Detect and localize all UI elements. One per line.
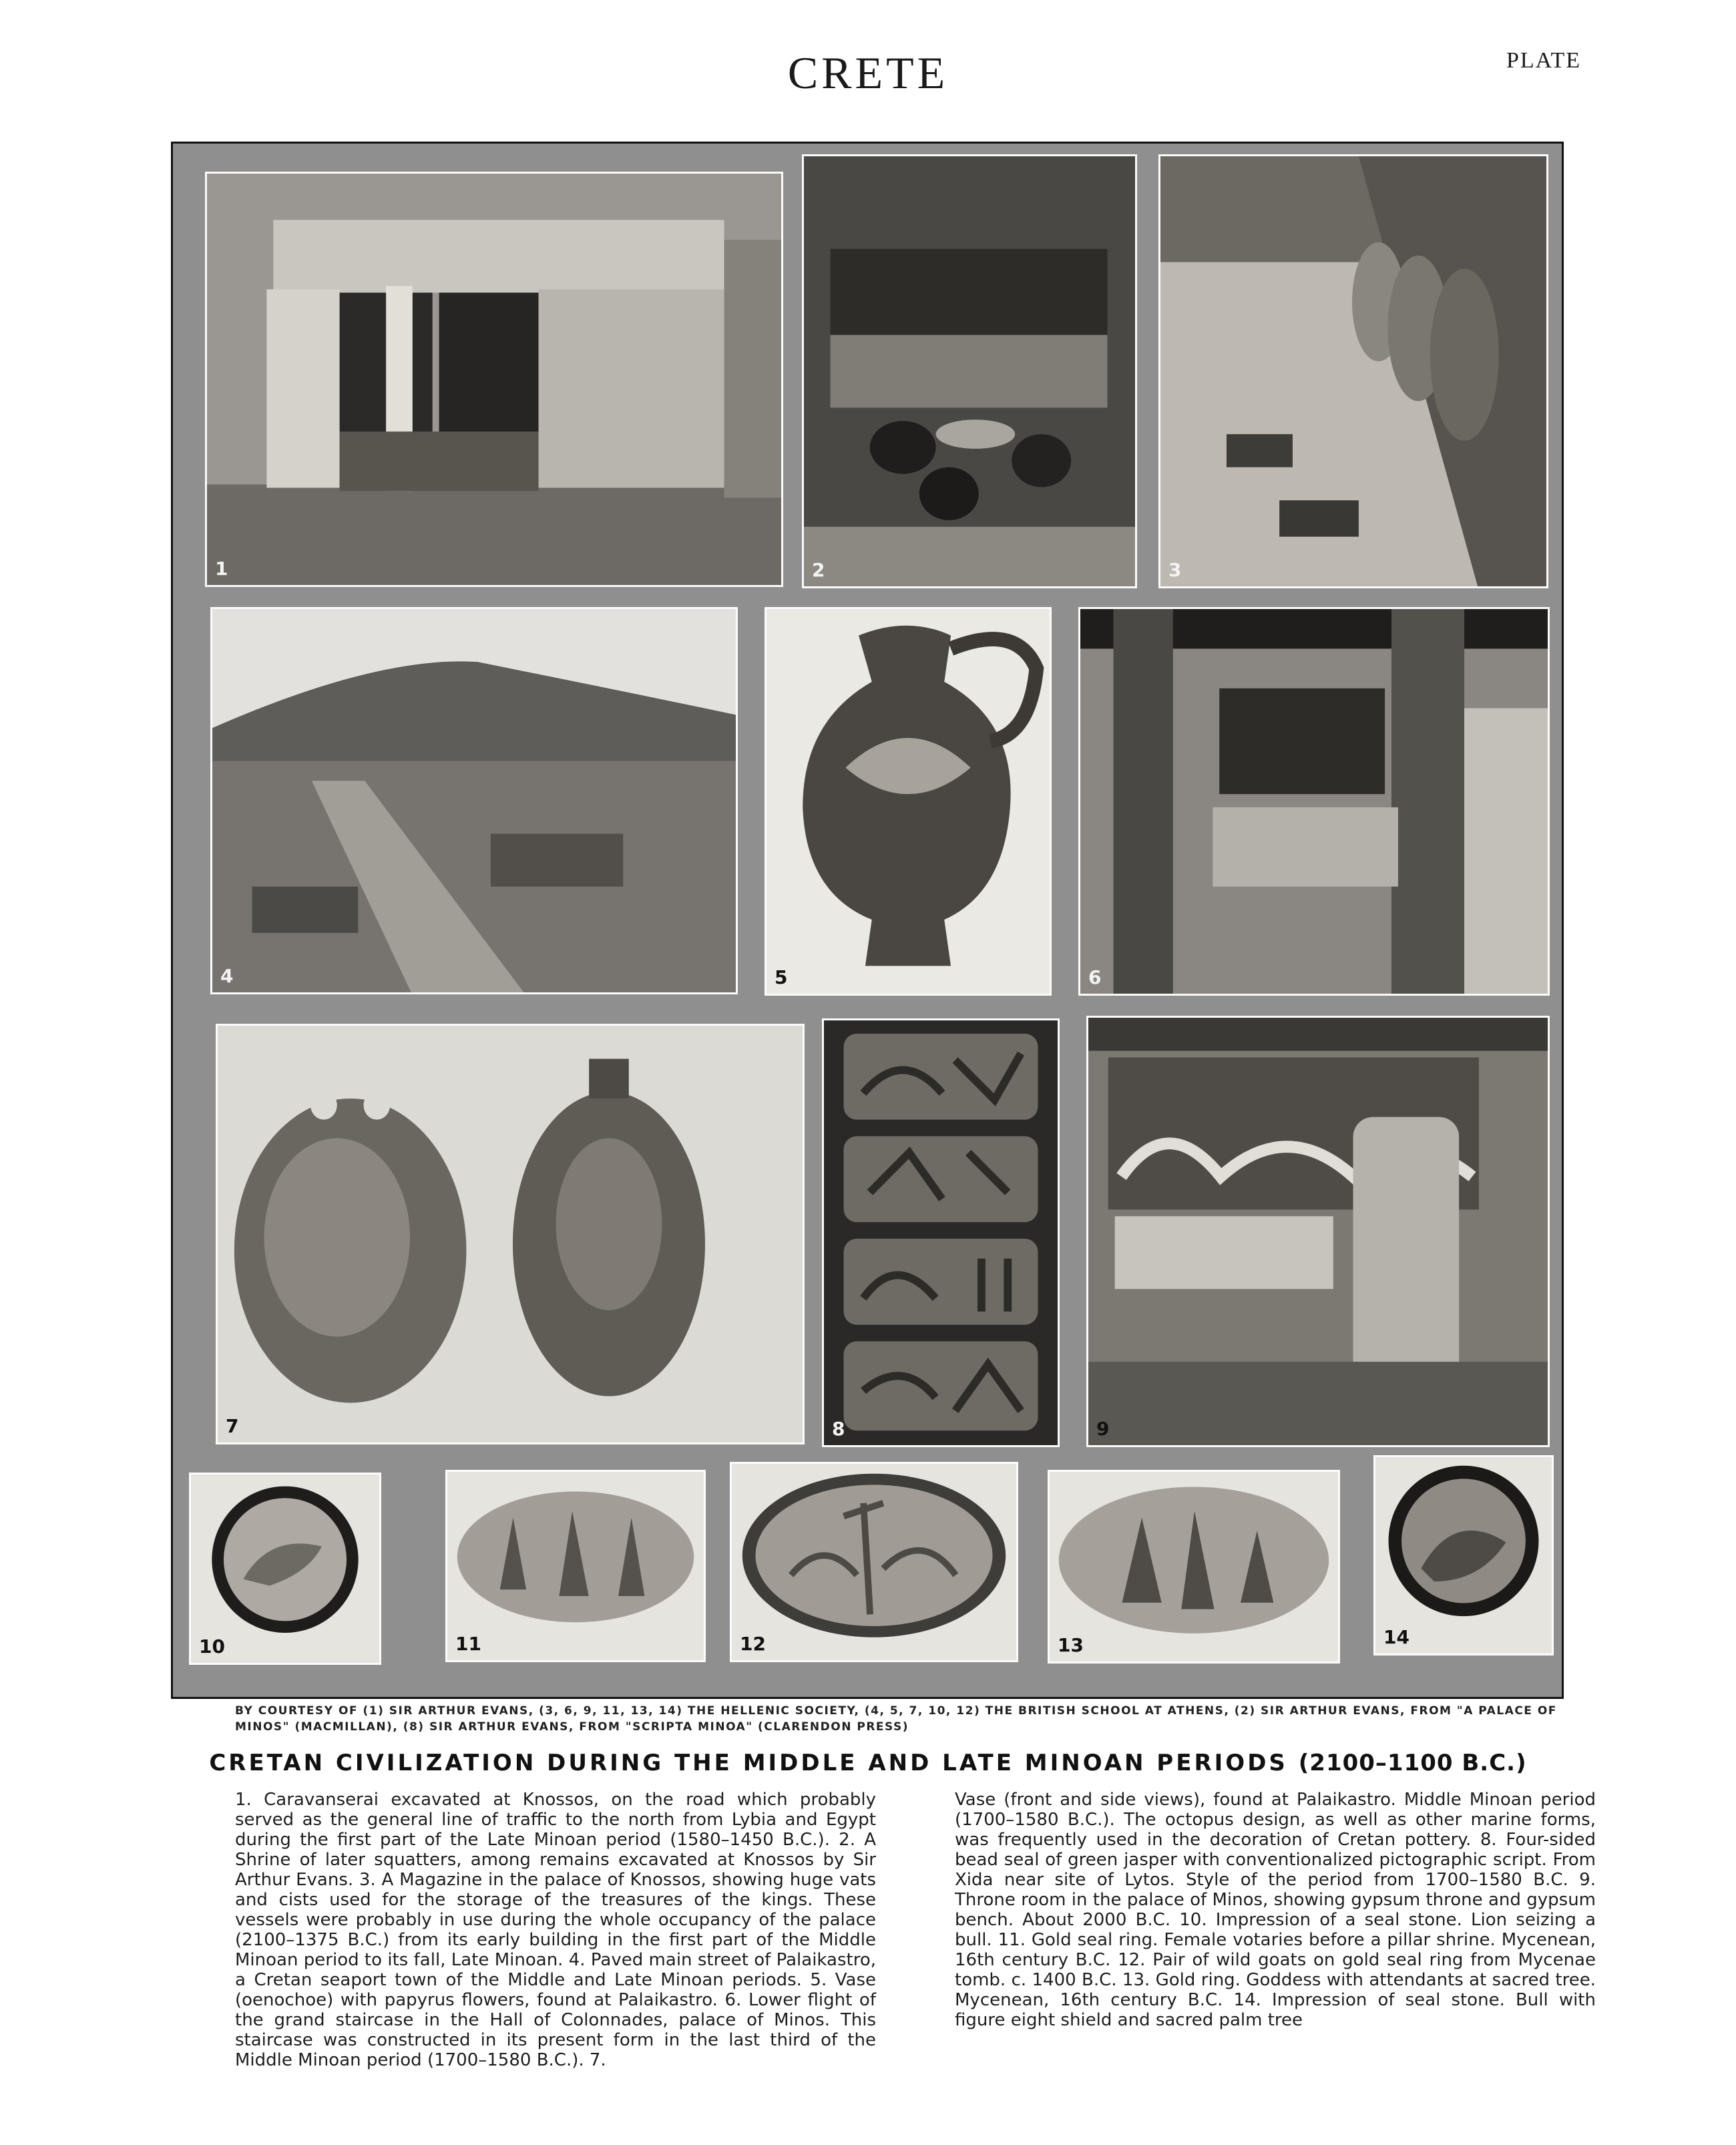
- photo-number: 10: [199, 1635, 225, 1658]
- photo-number: 6: [1088, 966, 1102, 988]
- photo-number: 11: [455, 1633, 481, 1655]
- photo-13-goddess-ring: [1048, 1470, 1340, 1664]
- photo-10-seal-stone: [189, 1473, 381, 1665]
- photo-1-caravanserai: [205, 172, 783, 587]
- photo-3-magazine: [1158, 154, 1548, 588]
- photo-6-staircase: [1078, 607, 1550, 996]
- photo-14-seal-stone: [1373, 1455, 1554, 1655]
- photo-number: 7: [226, 1415, 239, 1437]
- caption-right-column: Vase (front and side views), found at Palaikastro. Middle Minoan period (1700–1580 B.C.). The octopus design, as well as other marine forms, was frequently used in the decoration of Cretan pottery. 8. Four-sided bead seal of green jasper with conventionalized pictographic script. From Xida near site of Lytos. Style of the period from 1700–1580 B.C. 9. Throne room in the palace of Minos, showing gypsum throne and gypsum bench. About 2000 B.C. 10. Impression of a seal stone. Lion seizing a bull. 11. Gold seal ring. Female votaries before a pillar shrine. Mycenean, 16th century B.C. 12. Pair of wild goats on gold seal ring from Mycenae tomb. c. 1400 B.C. 13. Gold ring. Goddess with attendants at sacred tree. Mycenean, 16th century B.C. 14. Impression of seal stone. Bull with figure eight shield and sacred palm tree: [955, 1790, 1596, 2030]
- photo-2-shrine: [802, 154, 1137, 588]
- photo-number: 9: [1096, 1418, 1110, 1440]
- plate-label: PLATE: [1506, 48, 1581, 73]
- photo-number: 5: [775, 966, 788, 988]
- photo-credits: BY COURTESY OF (1) SIR ARTHUR EVANS, (3, 6, 9, 11, 13, 14) THE HELLENIC SOCIETY, (4, 5, 7, 10, 12) THE BRITISH SCHOOL AT ATHENS, (2) SIR ARTHUR EVANS, FROM "A PALACE OF MINOS" (MACMILLAN), (8) SIR ARTHUR EVANS, FROM "SCRIPTA MINOA" (CLARENDON PRESS): [235, 1704, 1557, 1734]
- heading-date: (2100–1100 B.C.): [1298, 1750, 1527, 1776]
- photo-12-wild-goats-ring: [730, 1462, 1018, 1662]
- page-title: CRETE: [787, 47, 949, 98]
- photo-7-octopus-vases: [216, 1024, 805, 1444]
- photo-5-vase: [765, 607, 1052, 996]
- photo-number: 12: [740, 1633, 766, 1655]
- photo-8-bead-seal: [822, 1018, 1060, 1447]
- photo-plate: [171, 142, 1564, 1699]
- photo-4-street: [210, 607, 738, 994]
- photo-11-gold-seal-ring: [445, 1470, 706, 1662]
- photo-9-throne-room: [1086, 1016, 1550, 1447]
- photo-number: 14: [1383, 1626, 1409, 1648]
- photo-number: 4: [220, 965, 234, 987]
- photo-number: 13: [1058, 1634, 1084, 1656]
- photo-number: 1: [215, 558, 228, 580]
- photo-number: 8: [832, 1418, 845, 1440]
- caption-left-column: 1. Caravanserai excavated at Knossos, on the road which probably served as the general line of traffic to the north from Lybia and Egypt during the first part of the Late Minoan period (1580–1450 B.C.). 2. A Shrine of later squatters, among remains excavated at Knossos by Sir Arthur Evans. 3. A Magazine in the palace of Knossos, showing huge vats and cists used for the storage of the treasures of the kings. These vessels were probably in use during the whole occupancy of the palace (2100–1375 B.C.) from its early building in the first part of the Middle Minoan period to its fall, Late Minoan. 4. Paved main street of Palaikastro, a Cretan seaport town of the Middle and Late Minoan periods. 5. Vase (oenochoe) with papyrus flowers, found at Palaikastro. 6. Lower flight of the grand staircase in the Hall of Colonnades, palace of Minos. This staircase was constructed in its present form in the last third of the Middle Minoan period (1700–1580 B.C.). 7.: [235, 1790, 876, 2070]
- heading-main: CRETAN CIVILIZATION DURING THE MIDDLE AND LATE MINOAN PERIODS: [209, 1750, 1288, 1776]
- photo-number: 2: [812, 559, 825, 581]
- photo-number: 3: [1168, 559, 1182, 581]
- plate-heading: [0, 1750, 1736, 1776]
